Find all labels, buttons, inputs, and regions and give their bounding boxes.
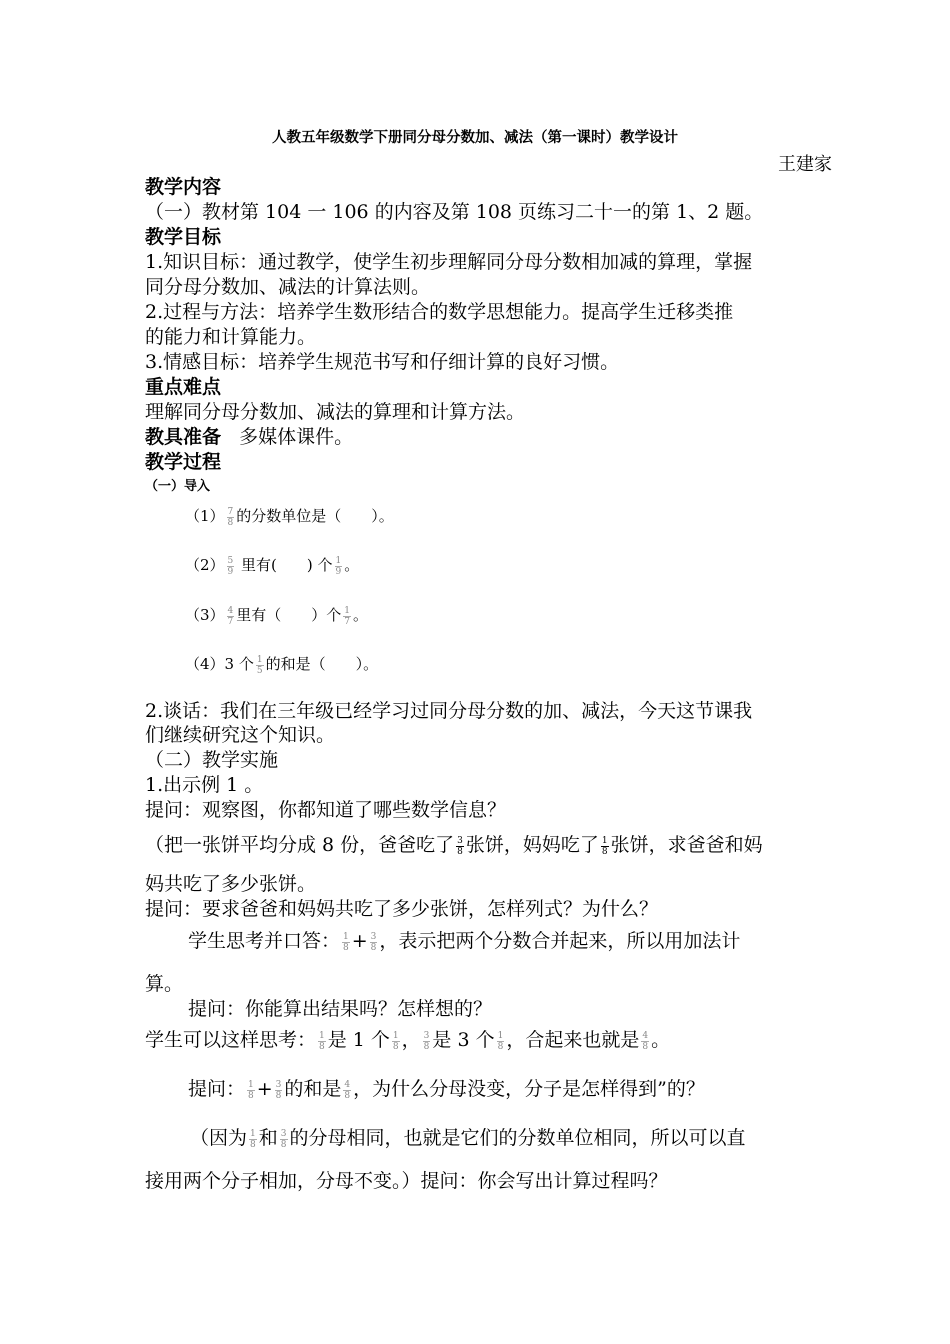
goal-line: 2.过程与方法：培养学生数形结合的数学思想能力。提高学生迁移类推 [145,301,734,323]
fraction: $\frac{1}{7}$ [344,605,351,627]
fraction: $\frac{1}{8}$ [392,1030,399,1052]
explanation-line: 接用两个分子相加，分母不变。）提问：你会写出计算过程吗？ [145,1170,668,1192]
document-title: 人教五年级数学下册同分母分数加、减法（第一课时）教学设计 [272,130,678,146]
question-line: 提问：要求爸爸和妈妈共吃了多少张饼，怎样列式？为什么？ [145,898,659,920]
talk-line: 们继续研究这个知识。 [145,724,336,746]
fraction: $\frac{1}{5}$ [256,654,263,676]
intro-question: （4）3 个 $\frac{1}{5}$ 的和是（ ）。 [185,654,379,676]
example-line: 1.出示例 1 。 [145,774,264,796]
talk-line: 2.谈话：我们在三年级已经学习过同分母分数的加、减法，今天这节课我 [145,700,753,722]
question-line: 提问：观察图，你都知道了哪些数学信息？ [145,799,507,821]
heading-teaching-content: 教学内容 [145,176,222,198]
fraction: $\frac{1}{8}$ [601,835,608,857]
fraction: $\frac{3}{8}$ [280,1128,287,1150]
content-line: （一）教材第 104 一 106 的内容及第 108 页练习二十一的第 1、2 题。 [145,201,764,223]
explanation-line: （因为 $\frac{1}{8}$ 和 $\frac{3}{8}$ 的分母相同，也就是它们的分数单位相同，所以可以直 [190,1127,746,1150]
question-line: 提问： $\frac{1}{8}$ + $\frac{3}{8}$ 的和是 $\frac{4}{8}$ ，为什么分母没变，分子是怎样得到”的？ [188,1078,705,1101]
heading-tools: 教具准备 [145,426,222,448]
section-heading: （二）教学实施 [145,749,279,771]
fraction: $\frac{4}{8}$ [642,1030,649,1052]
fraction: $\frac{3}{8}$ [423,1030,430,1052]
answer-line: 学生思考并口答： $\frac{1}{8}$ + $\frac{3}{8}$ ，表示把两个分数合并起来，所以用加法计 [188,930,741,953]
fraction: $\frac{1}{8}$ [248,1079,254,1101]
tools-line [145,424,353,450]
fraction: $\frac{1}{8}$ [343,931,349,953]
heading-teaching-goals: 教学目标 [145,226,222,248]
heading-key-points: 重点难点 [145,376,222,398]
info-line: 妈共吃了多少张饼。 [145,873,317,895]
intro-question: （2） $\frac{5}{9}$ 里有( ) 个 $\frac{1}{9}$ 。 [185,555,360,577]
fraction: $\frac{1}{8}$ [250,1128,256,1150]
key-point-line: 理解同分母分数加、减法的算理和计算方法。 [145,401,526,423]
fraction: $\frac{1}{9}$ [335,555,342,577]
subheading-intro: （一）导入 [145,479,211,494]
fraction: $\frac{4}{8}$ [344,1079,351,1101]
fraction: $\frac{1}{8}$ [497,1030,504,1052]
fraction: $\frac{4}{7}$ [227,605,234,627]
author-name: 王建家 [778,154,832,175]
goal-line: 的能力和计算能力。 [145,326,317,348]
fraction: $\frac{5}{9}$ [227,555,234,577]
fraction: $\frac{1}{8}$ [319,1030,325,1052]
goal-line: 1.知识目标：通过教学，使学生初步理解同分母分数相加减的算理，掌握 [145,251,753,273]
tools-text: 多媒体课件。 [239,426,354,448]
answer-line: 算。 [145,973,184,995]
think-line: 学生可以这样思考： $\frac{1}{8}$ 是 1 个 $\frac{1}{8}$ ， $\frac{3}{8}$ 是 3 个 $\frac{1}{8}$ ，合起来也就是 $\frac{4}{8}$ 。 [145,1029,671,1052]
goal-line: 3.情感目标：培养学生规范书写和仔细计算的良好习惯。 [145,351,620,373]
heading-teaching-process: 教学过程 [145,451,222,473]
fraction: $\frac{3}{8}$ [457,835,463,857]
question-line: 提问：你能算出结果吗？怎样想的？ [188,998,493,1020]
fraction: $\frac{7}{8}$ [227,506,234,528]
intro-question: （1） $\frac{7}{8}$ 的分数单位是（ ）。 [185,506,394,528]
intro-question: （3） $\frac{4}{7}$ 里有（ ）个 $\frac{1}{7}$ 。 [185,605,369,627]
goal-line: 同分母分数加、减法的计算法则。 [145,276,431,298]
fraction: $\frac{3}{8}$ [370,931,377,953]
info-line: （把一张饼平均分成 8 份，爸爸吃了 $\frac{3}{8}$ 张饼，妈妈吃了 $\frac{1}{8}$ 张饼，求爸爸和妈 [145,834,763,857]
fraction: $\frac{3}{8}$ [275,1079,282,1101]
